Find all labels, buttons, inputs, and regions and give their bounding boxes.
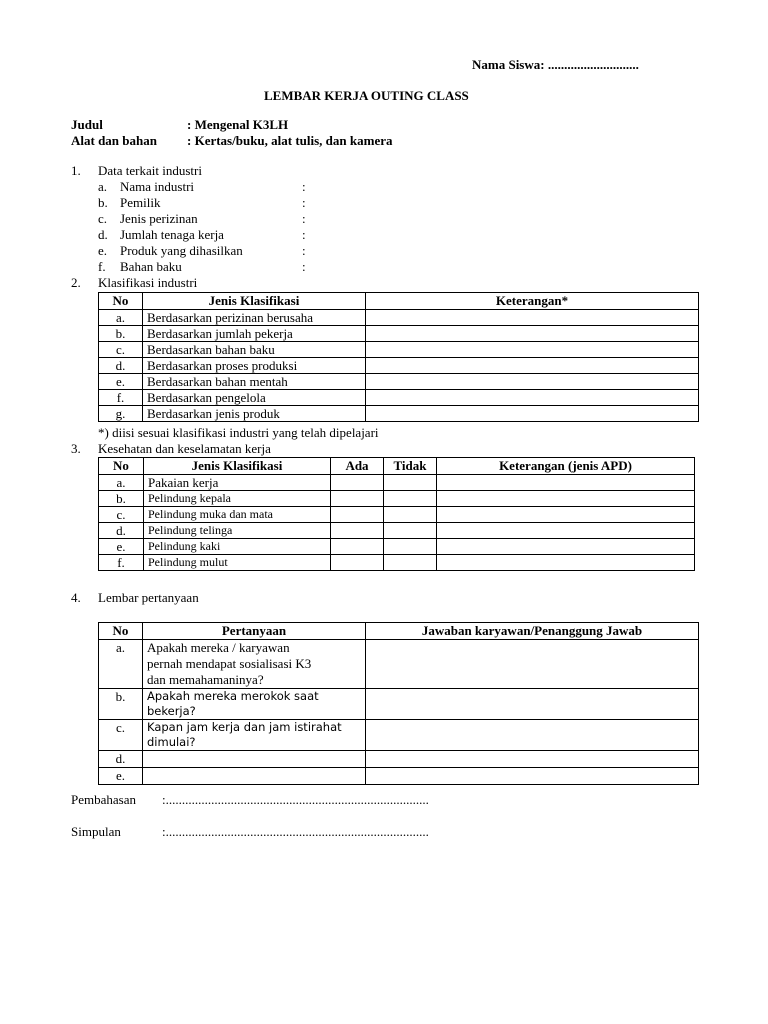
item-label: Bahan baku [120, 259, 182, 274]
section4-number: 4. [71, 590, 81, 605]
question-line: pernah mendapat sosialisasi K3 [147, 656, 312, 671]
simpulan-label: Simpulan [71, 824, 121, 839]
row-no: f. [99, 390, 143, 406]
judul-label: Judul [71, 117, 103, 132]
item-letter: b. [98, 195, 108, 210]
column-header-no: No [99, 623, 143, 640]
tidak-cell[interactable] [384, 523, 437, 539]
section1-number: 1. [71, 163, 81, 178]
table-row [99, 475, 695, 491]
row-jenis: Pelindung muka dan mata [144, 507, 331, 523]
table-row [99, 491, 695, 507]
table-row [99, 390, 699, 406]
item-colon: : [302, 195, 306, 210]
item-colon: : [302, 227, 306, 242]
item-letter: f. [98, 259, 106, 274]
item-letter: d. [98, 227, 108, 242]
column-header-no: No [99, 293, 143, 310]
table-row [99, 539, 695, 555]
keterangan-cell[interactable] [366, 358, 699, 374]
row-jenis: Pelindung kepala [144, 491, 331, 507]
pembahasan-label: Pembahasan [71, 792, 136, 807]
question-text [143, 689, 366, 720]
item-label: Pemilik [120, 195, 161, 210]
classification-note: *) diisi sesuai klasifikasi industri yang telah dipelajari [98, 425, 379, 440]
tidak-cell[interactable] [384, 491, 437, 507]
column-header-pertanyaan: Pertanyaan [143, 623, 366, 640]
row-jenis: Pelindung mulut [144, 555, 331, 571]
ada-cell[interactable] [331, 555, 384, 571]
alat-value: : Kertas/buku, alat tulis, dan kamera [187, 133, 393, 148]
ada-cell[interactable] [331, 475, 384, 491]
row-jenis: Berdasarkan bahan mentah [143, 374, 366, 390]
table-row [99, 507, 695, 523]
row-jenis: Berdasarkan jenis produk [143, 406, 366, 422]
item-letter: e. [98, 243, 108, 258]
row-jenis: Pakaian kerja [144, 475, 331, 491]
table-row [99, 689, 699, 720]
simpulan-field[interactable]: :................................................................................. [162, 824, 429, 839]
question-text[interactable] [143, 751, 366, 768]
judul-value: : Mengenal K3LH [187, 117, 289, 132]
item-label: Produk yang dihasilkan [120, 243, 243, 258]
item-label: Jumlah tenaga kerja [120, 227, 224, 242]
row-no: a. [99, 640, 143, 689]
column-header-keterangan-apd: Keterangan (jenis APD) [437, 458, 695, 475]
answer-cell[interactable] [366, 640, 699, 689]
question-line: dan memahamaninya? [147, 672, 264, 687]
table-row [99, 640, 699, 689]
pembahasan-field[interactable]: :................................................................................. [162, 792, 429, 807]
column-header-jawaban: Jawaban karyawan/Penanggung Jawab [366, 623, 699, 640]
row-no: b. [99, 326, 143, 342]
item-label: Jenis perizinan [120, 211, 198, 226]
table-row [99, 326, 699, 342]
question-line: dimulai? [147, 735, 196, 749]
keterangan-cell[interactable] [366, 406, 699, 422]
item-colon: : [302, 179, 306, 194]
table-row [99, 310, 699, 326]
item-colon: : [302, 259, 306, 274]
row-no: c. [99, 342, 143, 358]
table-row [99, 523, 695, 539]
column-header-jenis: Jenis Klasifikasi [144, 458, 331, 475]
row-jenis: Berdasarkan pengelola [143, 390, 366, 406]
table-row [99, 342, 699, 358]
section2-title: Klasifikasi industri [98, 275, 198, 290]
alat-label: Alat dan bahan [71, 133, 157, 148]
row-no: c. [99, 507, 144, 523]
keterangan-apd-cell[interactable] [437, 475, 695, 491]
column-header-no: No [99, 458, 144, 475]
question-text [143, 640, 366, 689]
tidak-cell[interactable] [384, 507, 437, 523]
section4-title: Lembar pertanyaan [98, 590, 199, 605]
question-line: Apakah mereka / karyawan [147, 640, 290, 655]
page-title: LEMBAR KERJA OUTING CLASS [264, 88, 469, 103]
row-no: f. [99, 555, 144, 571]
keterangan-cell[interactable] [366, 326, 699, 342]
ada-cell[interactable] [331, 507, 384, 523]
row-no: e. [99, 539, 144, 555]
ada-cell[interactable] [331, 539, 384, 555]
ada-cell[interactable] [331, 491, 384, 507]
column-header-ada: Ada [331, 458, 384, 475]
table-row [99, 768, 699, 785]
table-row [99, 555, 695, 571]
tidak-cell[interactable] [384, 475, 437, 491]
item-letter: c. [98, 211, 108, 226]
row-no: d. [99, 751, 143, 768]
question-text [143, 720, 366, 751]
table-row [99, 751, 699, 768]
ada-cell[interactable] [331, 523, 384, 539]
row-jenis: Berdasarkan proses produksi [143, 358, 366, 374]
row-no: a. [99, 475, 144, 491]
item-label: Nama industri [120, 179, 195, 194]
answer-cell[interactable] [366, 768, 699, 785]
row-jenis: Berdasarkan jumlah pekerja [143, 326, 366, 342]
table-row [99, 374, 699, 390]
keterangan-apd-cell[interactable] [437, 555, 695, 571]
row-no: d. [99, 358, 143, 374]
table-row [99, 720, 699, 751]
row-jenis: Pelindung telinga [144, 523, 331, 539]
question-text[interactable] [143, 768, 366, 785]
item-letter: a. [98, 179, 108, 194]
row-no: a. [99, 310, 143, 326]
keterangan-cell[interactable] [366, 390, 699, 406]
keterangan-apd-cell[interactable] [437, 523, 695, 539]
row-jenis: Berdasarkan perizinan berusaha [143, 310, 366, 326]
row-jenis: Pelindung kaki [144, 539, 331, 555]
keterangan-cell[interactable] [366, 310, 699, 326]
item-colon: : [302, 211, 306, 226]
row-no: b. [99, 491, 144, 507]
question-line: Kapan jam kerja dan jam istirahat [147, 720, 342, 734]
tidak-cell[interactable] [384, 539, 437, 555]
answer-cell[interactable] [366, 689, 699, 720]
column-header-jenis: Jenis Klasifikasi [143, 293, 366, 310]
keterangan-cell[interactable] [366, 342, 699, 358]
answer-cell[interactable] [366, 720, 699, 751]
keterangan-apd-cell[interactable] [437, 539, 695, 555]
question-line: bekerja? [147, 704, 196, 718]
row-no: g. [99, 406, 143, 422]
row-jenis: Berdasarkan bahan baku [143, 342, 366, 358]
row-no: c. [99, 720, 143, 751]
tidak-cell[interactable] [384, 555, 437, 571]
row-no: d. [99, 523, 144, 539]
section3-title: Kesehatan dan keselamatan kerja [98, 441, 271, 456]
section2-number: 2. [71, 275, 81, 290]
keterangan-cell[interactable] [366, 374, 699, 390]
section1-title: Data terkait industri [98, 163, 202, 178]
column-header-keterangan: Keterangan* [366, 293, 699, 310]
row-no: b. [99, 689, 143, 720]
table-row [99, 358, 699, 374]
section3-number: 3. [71, 441, 81, 456]
student-name-field: Nama Siswa: ............................ [472, 57, 639, 72]
classification-table [98, 292, 699, 422]
keterangan-apd-cell[interactable] [437, 491, 695, 507]
row-no: e. [99, 768, 143, 785]
item-colon: : [302, 243, 306, 258]
k3-table [98, 457, 695, 571]
answer-cell[interactable] [366, 751, 699, 768]
row-no: e. [99, 374, 143, 390]
table-row [99, 406, 699, 422]
keterangan-apd-cell[interactable] [437, 507, 695, 523]
column-header-tidak: Tidak [384, 458, 437, 475]
question-line: Apakah mereka merokok saat [147, 689, 319, 703]
question-table [98, 622, 699, 785]
